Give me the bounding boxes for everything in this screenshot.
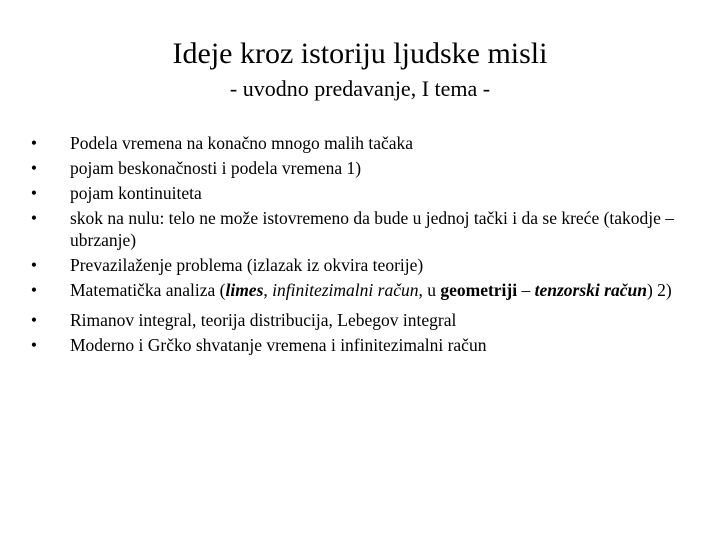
bullet-text-part: – (517, 280, 535, 300)
bullet-dot-icon: • (30, 133, 38, 153)
bullet-text-geometry: geometriji (440, 280, 518, 300)
bullet-text: pojam beskonačnosti i podela vremena 1) (70, 158, 362, 178)
bullet-text-part: , u (418, 280, 441, 300)
bullet-text-part: ) 2) (646, 280, 672, 300)
bullet-dot-icon: • (30, 183, 38, 203)
bullet-text: skok na nulu: telo ne može istovremeno da bude u jednoj tački i da se kreće (takodje – ubrzanje) (70, 208, 675, 250)
bullet-item (24, 157, 694, 179)
bullet-text-tensor: tenzorski račun (534, 280, 647, 300)
bullet-item (24, 309, 694, 331)
bullet-text: Prevazilaženje problema (izlazak iz okvira teorije) (70, 255, 424, 275)
slide-subtitle: - uvodno predavanje, I tema - (229, 76, 491, 101)
bullet-item (24, 334, 694, 356)
bullet-list (24, 132, 694, 359)
bullet-text-part: Matematička analiza ( (70, 280, 226, 300)
bullet-text: Rimanov integral, teorija distribucija, Lebegov integral (70, 310, 457, 330)
bullet-text: Moderno i Grčko shvatanje vremena i infinitezimalni račun (70, 335, 487, 355)
bullet-text-part: , (263, 280, 273, 300)
bullet-text-limes: limes (225, 280, 264, 300)
bullet-text-infinitesimal: infinitezimalni račun (272, 280, 419, 300)
bullet-dot-icon: • (30, 255, 38, 275)
bullet-item (24, 254, 694, 276)
bullet-dot-icon: • (30, 158, 38, 178)
bullet-item (24, 182, 694, 204)
bullet-dot-icon: • (30, 310, 38, 330)
bullet-dot-icon: • (30, 208, 38, 228)
bullet-text: pojam kontinuiteta (70, 183, 202, 203)
bullet-text: Podela vremena na konačno mnogo malih tačaka (70, 133, 414, 153)
bullet-item (24, 207, 694, 251)
bullet-item (24, 279, 694, 301)
bullet-dot-icon: • (30, 280, 38, 300)
bullet-dot-icon: • (30, 335, 38, 355)
slide-title: Ideje kroz istoriju ljudske misli (172, 37, 548, 70)
bullet-item (24, 132, 694, 154)
